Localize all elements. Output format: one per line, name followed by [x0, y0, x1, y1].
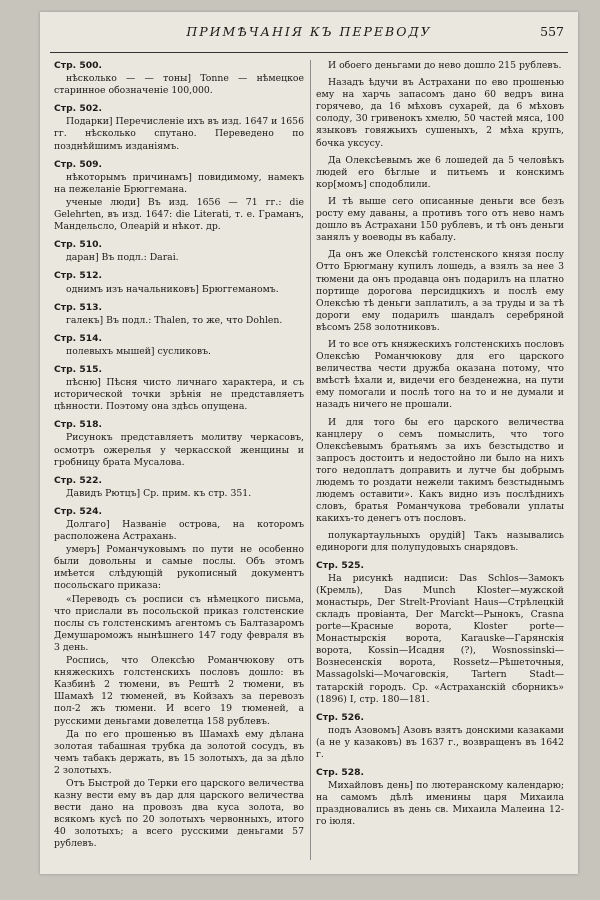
note-page-reference: Стр. 513.: [54, 301, 103, 313]
note-entry: [54, 364, 304, 413]
column-divider: [310, 60, 311, 860]
continued-note-text: И то все отъ княжескихъ голстенскихъ пословъ Олексѣю Романчюкову для его царского величества чести дружба оказана потому, что вмѣстѣ ѣхали и, видечи его безденежна, на пути ему помогали и послѣ того на то и не думали и назадъ ничего не прошали.: [316, 338, 564, 411]
note-entry: [316, 767, 564, 828]
note-entry: [316, 560, 564, 706]
note-entry: [54, 239, 304, 264]
page-number: 557: [540, 24, 564, 39]
note-text: Рисунокъ представляетъ молитву черкасовъ, осмотръ ожерелья у черкасской женщины и гробницу брата Мусалова.: [54, 432, 304, 468]
header-rule: [50, 52, 568, 53]
note-text: подъ Азовомъ] Азовъ взятъ донскими казаками (а не у казаковъ) въ 1637 г., возвращенъ въ 1642 г.: [316, 724, 564, 760]
note-page-reference: Стр. 524.: [54, 505, 103, 517]
note-text: Давидъ Рютцъ] Ср. прим. къ стр. 351.: [66, 487, 252, 499]
note-page-reference: Стр. 514.: [54, 332, 103, 344]
continued-note-text: полукартаульныхъ орудій] Такъ назывались единороги для полупудовыхъ снарядовъ.: [316, 530, 564, 554]
note-entry: [54, 159, 304, 234]
continued-note-text: И для того бы его царского величества канцлеру о семъ помыслить, что того Олексѣевымъ братьямъ за ихъ безстыдство и запросъ достоитъ и недостойно ли было на нихъ того недоплатъ доправить и лутче бы добрымъ людемъ то роздати нежели такимъ безстыднымъ людемъ оставити». Какъ видно изъ послѣднихъ словъ, братья Романчукова требовали уплаты какихъ-то денегъ отъ пословъ.: [316, 416, 564, 525]
note-entry: [54, 60, 304, 97]
note-entry: [316, 712, 564, 761]
note-entry: [54, 103, 304, 152]
continued-note-text: И тѣ выше сего описанные деньги все безъ росту ему даваны, а противъ того отъ нево намъ дошло въ Астрахани 150 рублевъ, и тѣ онъ деньги занялъ у воеводы въ кабалу.: [316, 195, 564, 244]
note-entry: [54, 302, 304, 327]
continued-notes: [316, 60, 564, 555]
note-entry: [54, 333, 304, 358]
note-page-reference: Стр. 500.: [54, 60, 103, 71]
note-text: Михайловъ день] по лютеранскому календарю; на самомъ дѣлѣ именины царя Михаила праздновались въ день св. Михаила Малеина 12-го іюля.: [316, 780, 564, 828]
note-page-reference: Стр. 522.: [54, 474, 103, 486]
note-text: пѣсню] Пѣсня чисто личнаго характера, и съ исторической точки зрѣнія не представляетъ цѣнности. Поэтому она здѣсь опущена.: [54, 377, 304, 413]
note-page-reference: Стр. 525.: [316, 559, 365, 571]
right-notes: [316, 560, 564, 829]
right-column: [316, 60, 564, 835]
note-entry: [54, 419, 304, 468]
page-header: [50, 18, 568, 46]
book-page: [40, 12, 578, 874]
note-text: однимъ изъ начальниковъ] Брюггеманомъ.: [66, 283, 279, 295]
note-entry: [54, 270, 304, 295]
continued-note-text: Назадъ ѣдучи въ Астрахани по ево прошенью ему на харчь запасомъ дано 60 ведръ вина горячево, да 16 мѣховъ сухарей, да 6 мѣховъ солоду, 30 гривенокъ хмелю, 50 частей мяса, 100 языковъ говяжьихъ сушеныхъ, 2 мѣха крупъ, бочка уксусу.: [316, 77, 564, 149]
note-text: нѣкоторымъ причинамъ] повидимому, намекъ на пежеланіе Брюггемана.: [54, 171, 304, 195]
note-page-reference: Стр. 509.: [54, 158, 103, 170]
note-text: ученые люди] Въ изд. 1656 — 71 гг.: die Gelehrten, въ изд. 1647: die Literati, т. е. Граманъ, Мандельсло, Олеарій и нѣкот. др.: [54, 196, 304, 233]
note-text: Отъ Быстрой до Терки его царского величества казну вести ему въ дар для царского величества вести дано на провозъ два куса золота, во всякомъ кусѣ по 20 золотыхъ червонныхъ, итого 40 золотыхъ; а всего русскими деньгами 57 рублевъ.: [54, 777, 304, 850]
note-text: галекъ] Въ подл.: Thalen, то же, что Dohlen.: [66, 314, 283, 326]
note-text: умеръ] Романчуковымъ по пути не особенно были довольны и самые послы. Объ этомъ имѣется слѣдующій рукописный документъ посольскаго приказа:: [54, 544, 304, 592]
note-page-reference: Стр. 526.: [316, 711, 365, 723]
running-title: ПРИМѢЧАНІЯ КЪ ПЕРЕВОДУ: [186, 24, 432, 39]
note-text: Долгаго] Названіе острова, на которомъ расположена Астрахань.: [54, 519, 304, 543]
note-page-reference: Стр. 518.: [54, 419, 103, 431]
note-text: нѣсколько — — тоны] Tonne — нѣмецкое старинное обозначеніе 100,000.: [54, 73, 304, 97]
note-page-reference: Стр. 515.: [54, 363, 103, 375]
note-text: На рисункѣ надписи: Das Schlos—Замокъ (Кремль), Das Munch Kloster—мужской монастырь, Der Strelt-Proviant Haus—Стрѣлецкій складъ провіанта, Der Marckt—Рынокъ, Crasna porte—Красные ворота, Kloster porte—Монастырскія ворота, Karauske—Гарянскія ворота, Kossin—Исадня (?), Wosnossinski—Вознесенскія ворота, Rossetz—Рѣшеточныя, Massagolski—Мочаговскія, Tartern Stadt—татарскій городъ. Ср. «Астраханскій сборникъ» (1896) I, стр. 180—181.: [316, 572, 564, 705]
note-page-reference: Стр. 512.: [54, 270, 103, 282]
note-page-reference: Стр. 502.: [54, 103, 103, 115]
note-page-reference: Стр. 528.: [316, 767, 365, 779]
continued-note-text: Да Олексѣевымъ же 6 лошедей да 5 человѣкъ людей его бѣглые и питьемъ и конскимъ кор[момъ] сподоблили.: [316, 154, 564, 190]
note-text: Роспись, что Олексѣю Романчюкову отъ княжескихъ голстенскихъ пословъ дошло: въ Казбинѣ 2 тюмени, въ Рештѣ 2 тюмени, въ Шамахѣ 12 тюменей, въ Койзахъ за перевозъ пол-2 жъ тюмени. И всего 19 тюменей, а русскими деньгами довелетца 158 рублевъ.: [54, 655, 304, 727]
note-text: «Переводъ съ росписи съ нѣмецкого письма, что прислали въ посольской приказ голстенские послы съ голстенскимъ агентомъ съ Балтазаромъ Демушароможъ нынѣшнего 147 году февраля въ 3 день.: [54, 593, 304, 653]
note-text: полевыхъ мышей] сусликовъ.: [66, 345, 212, 357]
left-column: [54, 60, 304, 857]
note-text: Да по его прошенью въ Шамахѣ ему дѣлана золотая табашная трубка да золотой сосудъ, въ чемъ табакъ держать, въ 15 золотыхъ, да за дѣло 2 золотыхъ.: [54, 728, 304, 776]
note-entry: [54, 475, 304, 500]
note-text: Подарки] Перечисленіе ихъ въ изд. 1647 и 1656 гг. нѣсколько спутано. Переведено по позднѣйшимъ изданіямъ.: [54, 116, 304, 152]
note-page-reference: Стр. 510.: [54, 239, 103, 251]
continued-note-text: Да онъ же Олексѣй голстенского князя послу Отто Брюгману купилъ лошедь, а взялъ за нее 3 тюмени да онъ продавца онъ подарилъ на платно портище дорогова персидцкихъ и послѣ ему Олексѣю тѣ деньги заплатилъ, а за труды и за тѣ дороги ему подарилъ шандалъ серебряной вѣсомъ 258 золотниковъ.: [316, 249, 564, 333]
note-text: даран] Въ подл.: Darai.: [66, 252, 179, 264]
note-entry: [54, 506, 304, 851]
continued-note-text: И обоего деньгами до нево дошло 215 рублевъ.: [328, 60, 562, 71]
